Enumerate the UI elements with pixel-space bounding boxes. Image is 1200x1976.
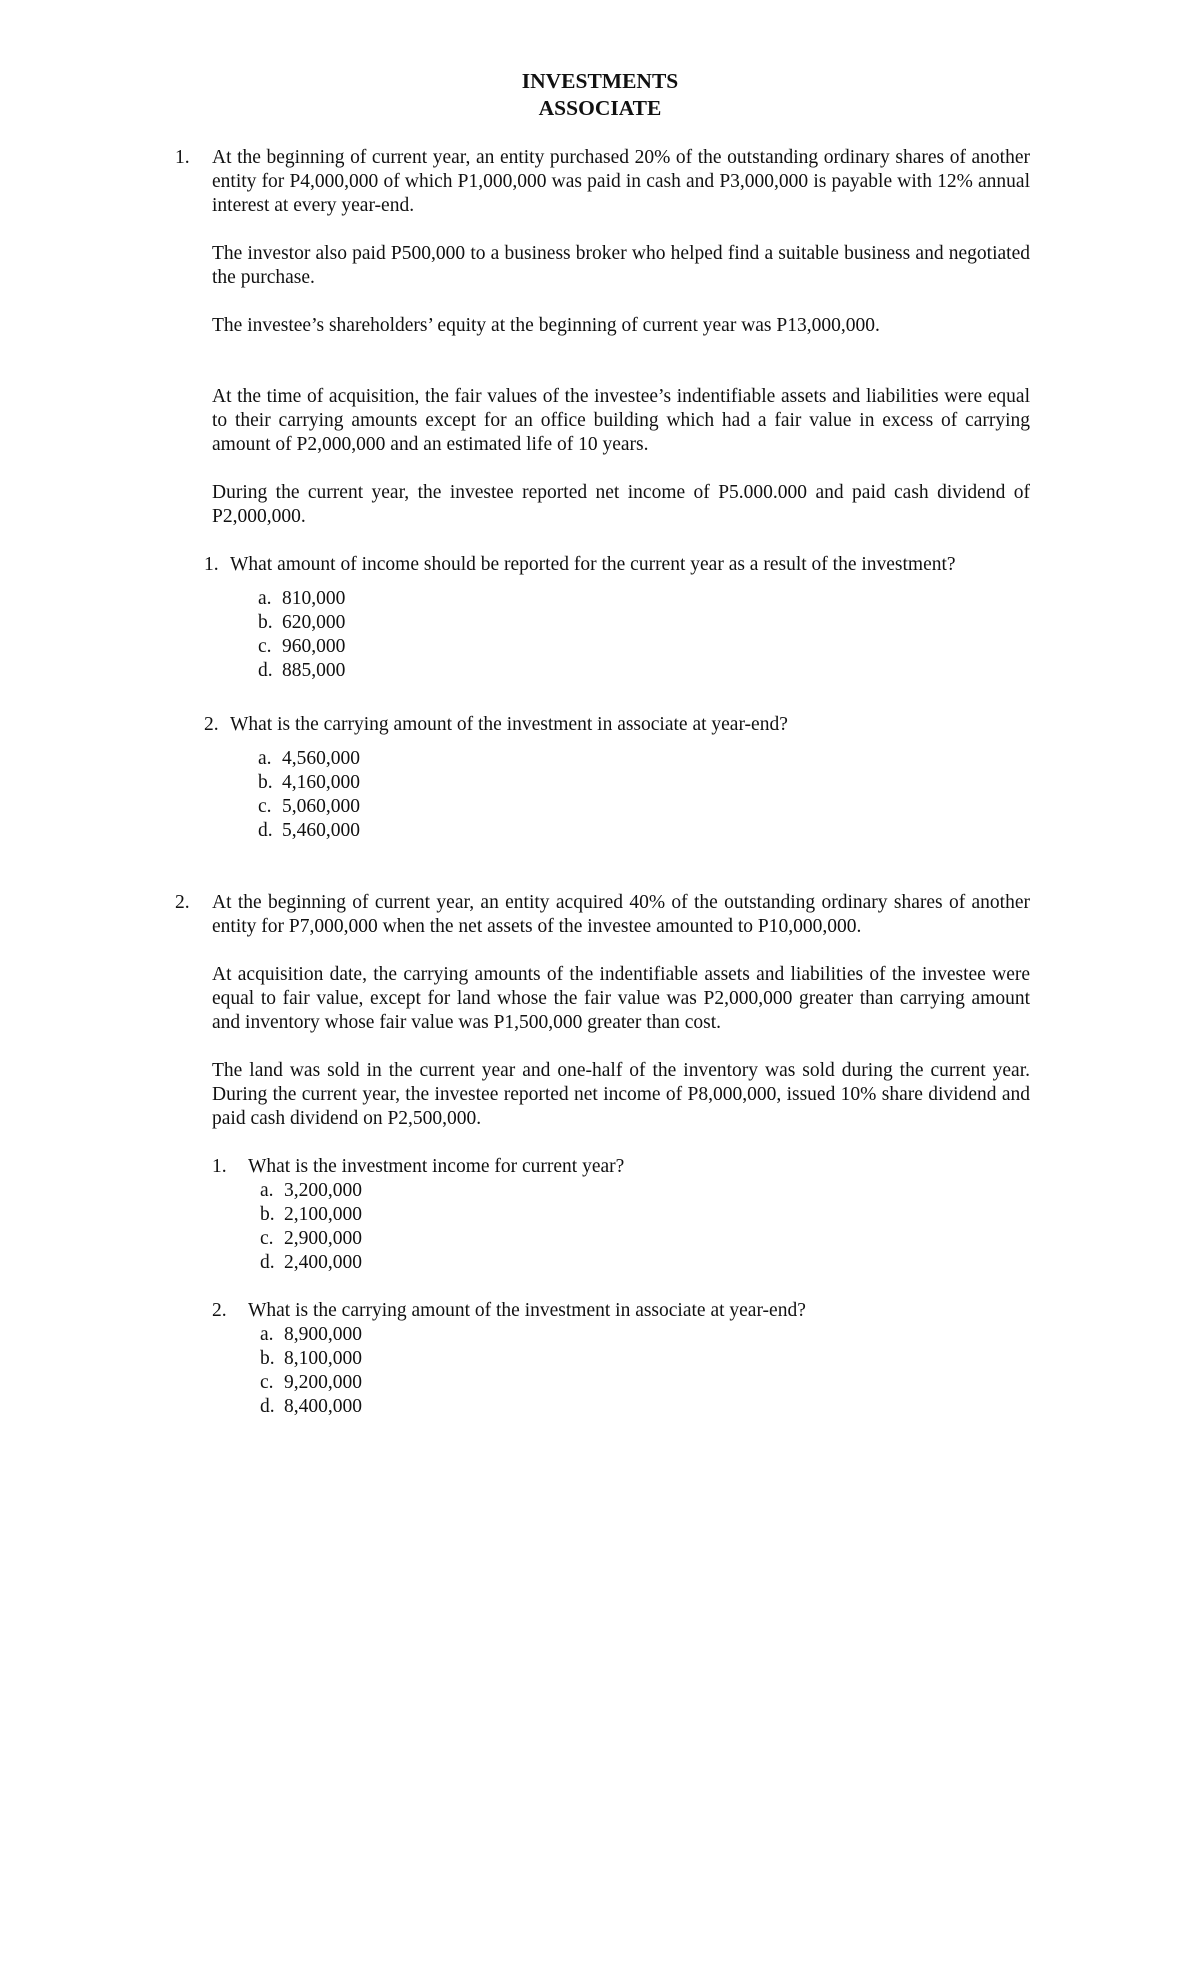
question-1	[204, 553, 1030, 683]
answer-option	[258, 587, 1030, 611]
option-letter: a.	[258, 588, 272, 609]
answer-option	[260, 1347, 1030, 1371]
option-value: 4,560,000	[282, 748, 360, 769]
answer-option	[260, 1203, 1030, 1227]
title-line-1: INVESTMENTS	[521, 69, 679, 93]
option-letter: a.	[258, 748, 272, 769]
problem-paragraph: At the beginning of current year, an entity purchased 20% of the outstanding ordinary shares of another entity for P4,000,000 of which P1,000,000 was paid in cash and P3,000,000 is payable with 12% annual interest at every year-end.	[212, 147, 1030, 216]
problem-2	[0, 891, 1030, 1419]
option-value: 2,400,000	[284, 1252, 362, 1273]
option-letter: b.	[260, 1348, 275, 1369]
option-letter: c.	[258, 796, 272, 817]
option-value: 9,200,000	[284, 1372, 362, 1393]
option-value: 8,900,000	[284, 1324, 362, 1345]
problem-paragraph: During the current year, the investee reported net income of P5.000.000 and paid cash dividend of P2,000,000.	[212, 482, 1030, 527]
answer-option	[258, 611, 1030, 635]
option-letter: c.	[260, 1228, 274, 1249]
problem-number: 2.	[175, 892, 190, 913]
title-line-2: ASSOCIATE	[538, 96, 662, 120]
document-title	[0, 68, 1200, 122]
option-value: 5,060,000	[282, 796, 360, 817]
problem-paragraph: The investor also paid P500,000 to a business broker who helped find a suitable business and negotiated the purchase.	[212, 243, 1030, 288]
option-value: 8,400,000	[284, 1396, 362, 1417]
answer-option	[258, 795, 1030, 819]
option-letter: d.	[260, 1252, 275, 1273]
option-letter: a.	[260, 1180, 274, 1201]
option-letter: d.	[258, 660, 273, 681]
answer-option	[260, 1323, 1030, 1347]
answer-option	[258, 659, 1030, 683]
answer-option	[258, 747, 1030, 771]
problem-paragraph: The investee’s shareholders’ equity at the beginning of current year was P13,000,000.	[212, 315, 880, 336]
answer-options	[230, 747, 1030, 843]
option-letter: d.	[258, 820, 273, 841]
answer-option	[260, 1227, 1030, 1251]
question-text: What amount of income should be reported for the current year as a result of the investment?	[230, 554, 956, 575]
question-number: 2.	[204, 714, 219, 735]
question-number: 1.	[212, 1156, 227, 1177]
option-letter: b.	[258, 612, 273, 633]
option-letter: b.	[260, 1204, 275, 1225]
answer-option	[258, 819, 1030, 843]
problem-paragraph: At the time of acquisition, the fair values of the investee’s indentifiable assets and liabilities were equal to their carrying amounts except for an office building which had a fair value in excess of carrying amount of P2,000,000 and an estimated life of 10 years.	[212, 386, 1030, 455]
problem-paragraph: The land was sold in the current year and one-half of the inventory was sold during the current year. During the current year, the investee reported net income of P8,000,000, issued 10% share dividend and paid cash dividend on P2,500,000.	[212, 1060, 1030, 1129]
option-value: 620,000	[282, 612, 346, 633]
answer-options	[248, 1323, 1030, 1419]
question-text: What is the investment income for current year?	[248, 1156, 625, 1177]
question-1	[212, 1155, 1030, 1275]
problem-paragraph: At acquisition date, the carrying amounts of the indentifiable assets and liabilities of the investee were equal to fair value, except for land whose the fair value was P2,000,000 greater than carrying amount and inventory whose fair value was P1,500,000 greater than cost.	[212, 964, 1030, 1033]
option-value: 885,000	[282, 660, 346, 681]
answer-option	[260, 1251, 1030, 1275]
answer-option	[260, 1179, 1030, 1203]
option-letter: d.	[260, 1396, 275, 1417]
answer-options	[248, 1179, 1030, 1275]
problem-number: 1.	[175, 147, 190, 168]
question-number: 2.	[212, 1300, 227, 1321]
option-value: 5,460,000	[282, 820, 360, 841]
option-value: 3,200,000	[284, 1180, 362, 1201]
problem-1	[0, 146, 1030, 843]
option-value: 960,000	[282, 636, 346, 657]
question-text: What is the carrying amount of the investment in associate at year-end?	[230, 714, 788, 735]
option-value: 8,100,000	[284, 1348, 362, 1369]
question-2	[212, 1299, 1030, 1419]
option-letter: c.	[260, 1372, 274, 1393]
question-text: What is the carrying amount of the investment in associate at year-end?	[248, 1300, 806, 1321]
answer-options	[230, 587, 1030, 683]
question-number: 1.	[204, 554, 219, 575]
question-2	[204, 713, 1030, 843]
answer-option	[258, 635, 1030, 659]
option-letter: b.	[258, 772, 273, 793]
option-letter: a.	[260, 1324, 274, 1345]
problem-paragraph: At the beginning of current year, an entity acquired 40% of the outstanding ordinary shares of another entity for P7,000,000 when the net assets of the investee amounted to P10,000,000.	[212, 892, 1030, 937]
answer-option	[260, 1395, 1030, 1419]
option-value: 2,100,000	[284, 1204, 362, 1225]
option-value: 810,000	[282, 588, 346, 609]
answer-option	[260, 1371, 1030, 1395]
answer-option	[258, 771, 1030, 795]
option-value: 4,160,000	[282, 772, 360, 793]
option-letter: c.	[258, 636, 272, 657]
option-value: 2,900,000	[284, 1228, 362, 1249]
